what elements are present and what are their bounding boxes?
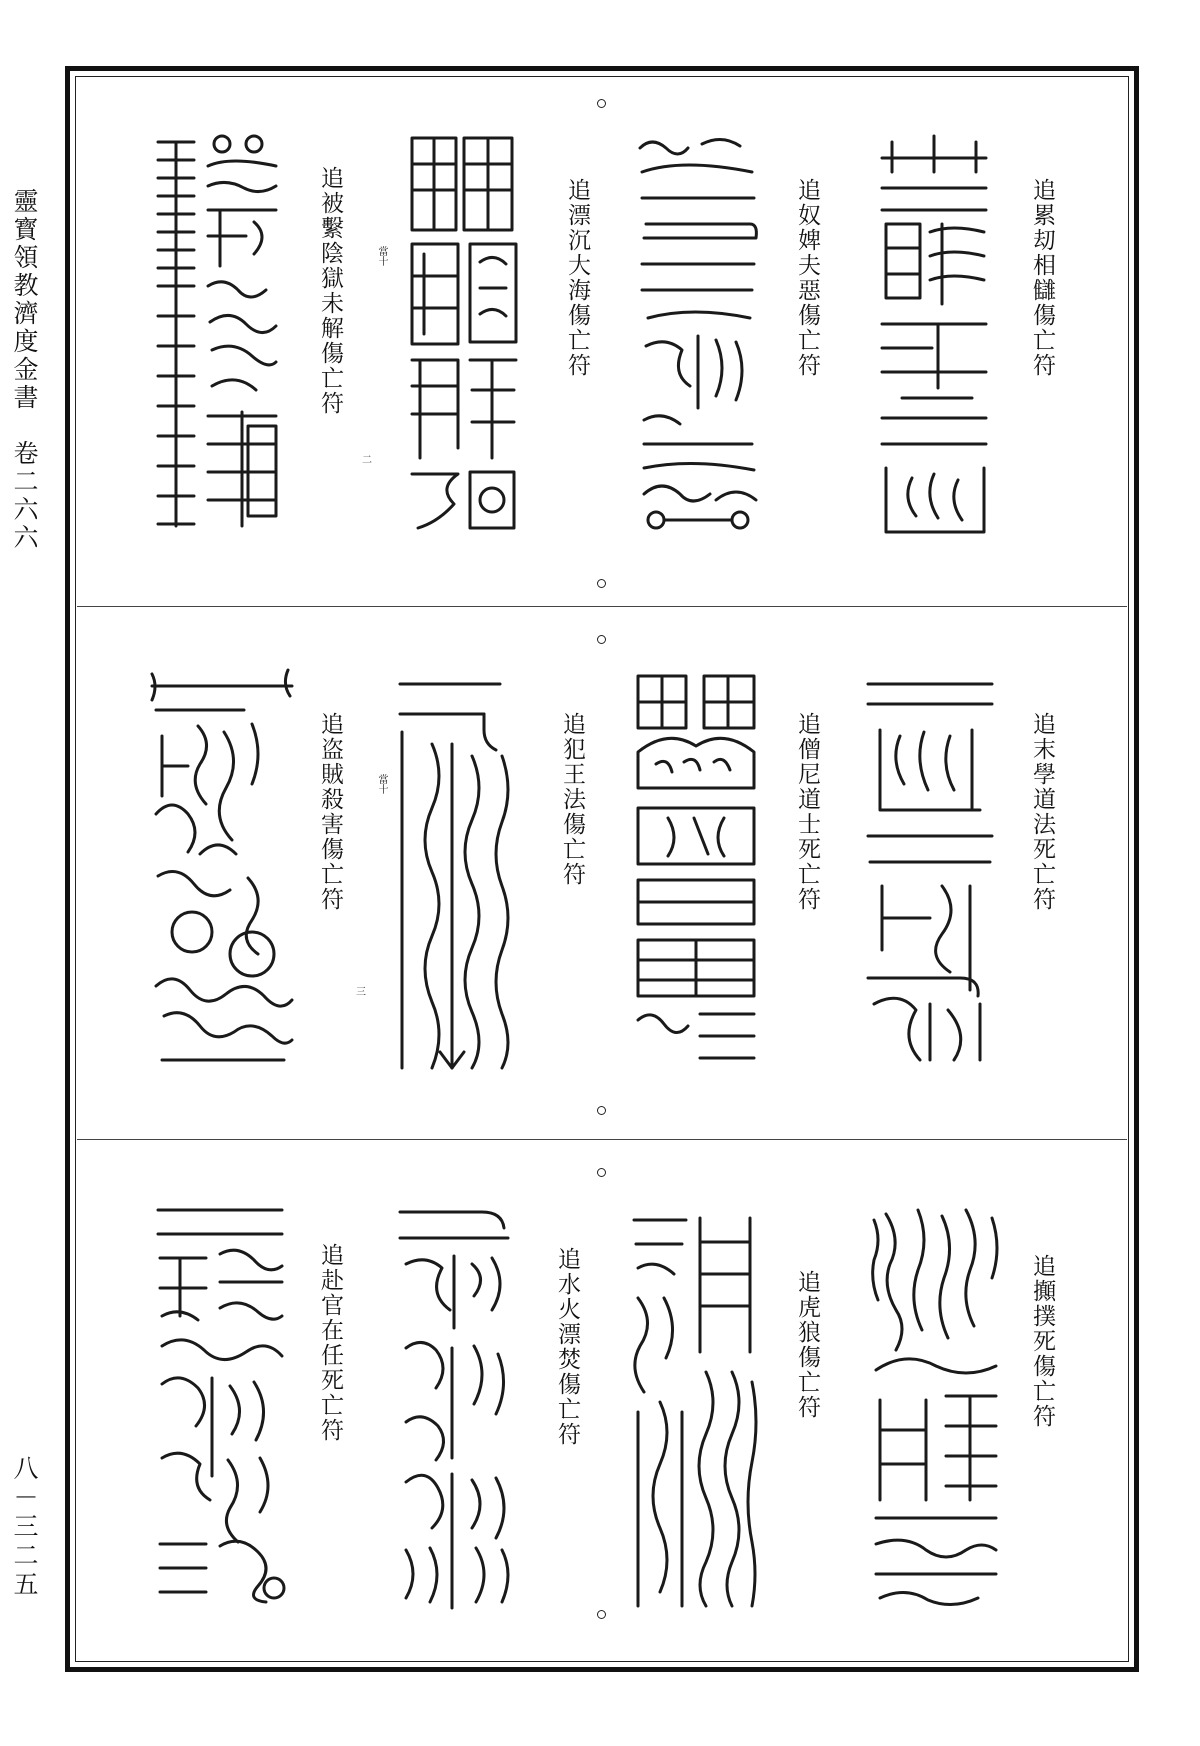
talisman-caption: 追末學道法死亡符 <box>1029 712 1055 912</box>
talisman-seal <box>148 664 296 1074</box>
binding-hole <box>597 99 606 108</box>
talisman-caption: 追奴婢夫惡傷亡符 <box>794 178 820 378</box>
talisman-caption: 追僧尼道士死亡符 <box>794 712 820 912</box>
panel-divider <box>77 606 1127 607</box>
talisman-caption: 追攧撲死傷亡符 <box>1029 1254 1055 1429</box>
binding-hole <box>597 1168 606 1177</box>
talisman-seal <box>872 128 996 542</box>
talisman-caption: 追盗賊殺害傷亡符 <box>317 712 343 912</box>
binding-hole <box>597 579 606 588</box>
talisman-seal <box>392 672 522 1076</box>
talisman-seal <box>632 128 764 540</box>
talisman-seal <box>866 1200 1006 1612</box>
talisman-seal <box>398 128 524 538</box>
talisman-seal <box>626 1202 762 1614</box>
binding-hole <box>597 1106 606 1115</box>
talisman-caption: 追漂沉大海傷亡符 <box>564 178 590 378</box>
sequence-marker: 二 <box>362 455 372 466</box>
talisman-caption: 追虎狼傷亡符 <box>794 1270 820 1420</box>
talisman-seal <box>860 660 1000 1070</box>
section-marker: 當十 <box>376 774 387 794</box>
panel-divider <box>77 1139 1127 1140</box>
page-number: 八－三二五 <box>10 1455 39 1600</box>
talisman-seal <box>628 668 764 1068</box>
talisman-caption: 追赴官在任死亡符 <box>317 1243 343 1443</box>
book-title: 靈寳領教濟度金書 卷二六六 <box>10 188 39 552</box>
binding-hole <box>597 1610 606 1619</box>
section-marker: 當十 <box>376 246 387 266</box>
talisman-seal <box>392 1198 518 1612</box>
sequence-marker: 三 <box>356 987 366 998</box>
binding-hole <box>597 635 606 644</box>
talisman-caption: 追犯王法傷亡符 <box>559 712 585 887</box>
talisman-seal <box>150 1196 290 1610</box>
talisman-caption: 追被繫陰獄未解傷亡符 <box>317 166 343 416</box>
talisman-seal <box>150 126 286 538</box>
talisman-caption: 追累刧相讎傷亡符 <box>1029 178 1055 378</box>
talisman-caption: 追水火漂焚傷亡符 <box>554 1247 580 1447</box>
